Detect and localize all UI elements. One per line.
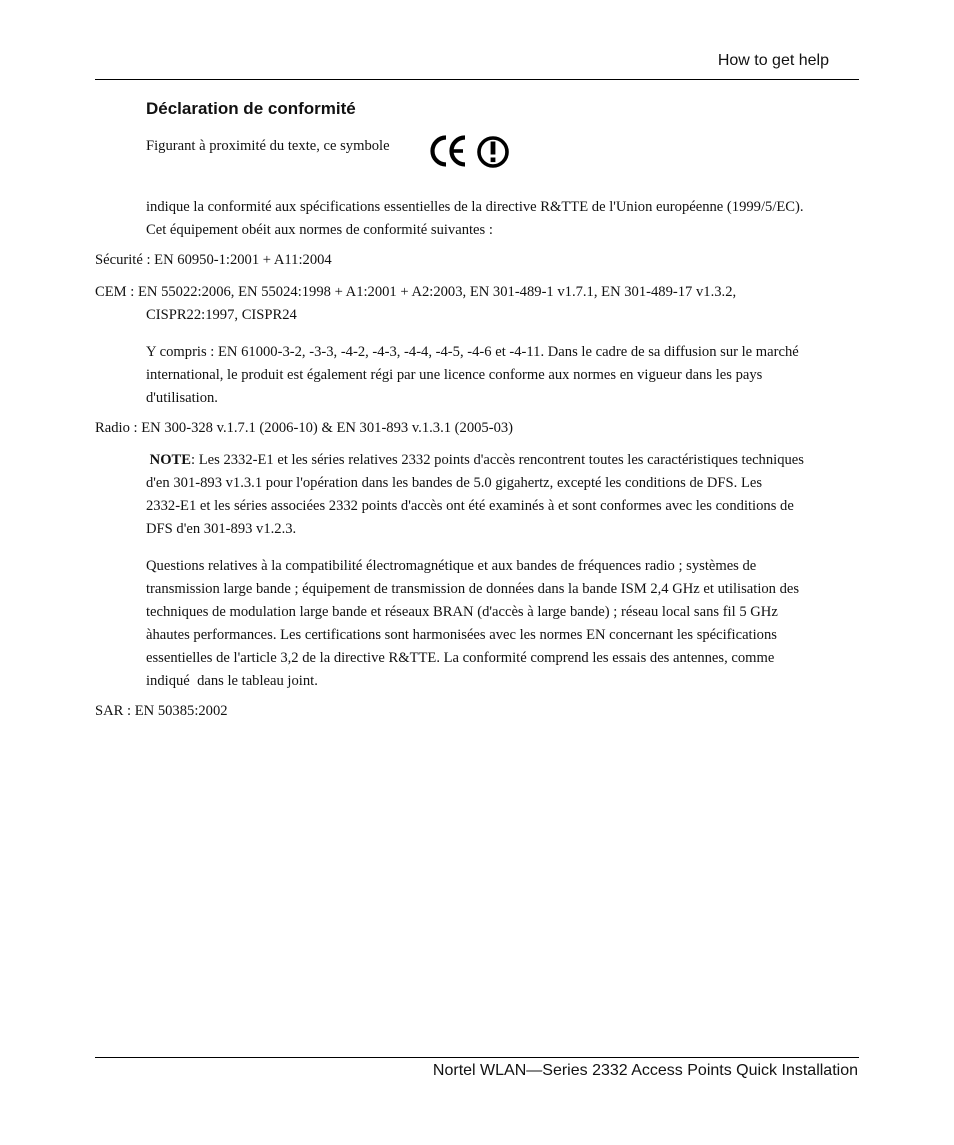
questions-line: indiqué dans le tableau joint.	[146, 673, 318, 689]
cem-paragraph	[95, 281, 736, 327]
running-footer: Nortel WLAN—Series 2332 Access Points Quick Installation	[432, 1062, 858, 1079]
header-rule	[95, 79, 859, 80]
note-line: DFS d'en 301-893 v1.2.3.	[146, 521, 297, 537]
intro-line: indique la conformité aux spécifications essentielles de la directive R&TTE de l'Union européenne (1999/5/EC).	[146, 199, 804, 215]
note-line	[146, 449, 804, 472]
questions-line: transmission large bande ; équipement de transmission de données dans la bande ISM 2,4 GHz et utilisation des	[146, 581, 800, 597]
questions-paragraph	[146, 555, 799, 693]
cem-line: CISPR22:1997, CISPR24	[146, 307, 297, 323]
cem-line: CEM : EN 55022:2006, EN 55024:1998 + A1:2001 + A2:2003, EN 301-489-1 v1.7.1, EN 301-489-17 v1.3.2,	[95, 284, 737, 300]
intro-paragraph	[146, 196, 804, 242]
note-paragraph	[146, 449, 804, 541]
note-line: 2332-E1 et les séries associées 2332 points d'accès ont été examinés à et sont conformes avec les conditions de	[146, 498, 794, 514]
radio-standard: Radio : EN 300-328 v.1.7.1 (2006-10) & EN 301-893 v.1.3.1 (2005-03)	[95, 420, 514, 436]
note-first-line: : Les 2332-E1 et les séries relatives 2332 points d'accès rencontrent toutes les caractéristiques techniques	[191, 452, 804, 468]
footer-rule	[95, 1057, 859, 1058]
section-title: Déclaration de conformité	[146, 99, 356, 118]
questions-line: essentielles de l'article 3,2 de la directive R&TTE. La conformité comprend les essais des antennes, comme	[146, 650, 775, 666]
ycompris-paragraph	[146, 341, 799, 410]
alert-circle-icon	[479, 138, 507, 166]
ce-mark-icon	[432, 138, 465, 165]
ycompris-line: d'utilisation.	[146, 390, 218, 406]
ycompris-line: international, le produit est également régi par une licence conforme aux normes en vigueur dans les pays	[146, 367, 763, 383]
questions-line: àhautes performances. Les certifications sont harmonisées avec les normes EN concernant les spécifications	[146, 627, 777, 643]
conformity-symbols	[427, 133, 511, 169]
ycompris-line: Y compris : EN 61000-3-2, -3-3, -4-2, -4-3, -4-4, -4-5, -4-6 et -4-11. Dans le cadre de sa diffusion sur le marché	[146, 344, 799, 360]
running-header: How to get help	[717, 52, 829, 69]
intro-line: Cet équipement obéit aux normes de conformité suivantes :	[146, 222, 493, 238]
note-line: d'en 301-893 v1.3.1 pour l'opération dans les bandes de 5.0 gigahertz, excepté les conditions de DFS. Les	[146, 475, 763, 491]
symbol-intro-text: Figurant à proximité du texte, ce symbole	[146, 138, 390, 154]
securite-standard: Sécurité : EN 60950-1:2001 + A11:2004	[95, 252, 332, 268]
sar-standard: SAR : EN 50385:2002	[95, 703, 228, 719]
note-label: NOTE	[149, 452, 192, 468]
questions-line: techniques de modulation large bande et réseaux BRAN (d'accès à large bande) ; réseau local sans fil 5 GHz	[146, 604, 778, 620]
questions-line: Questions relatives à la compatibilité électromagnétique et aux bandes de fréquences radio ; systèmes de	[146, 558, 757, 574]
